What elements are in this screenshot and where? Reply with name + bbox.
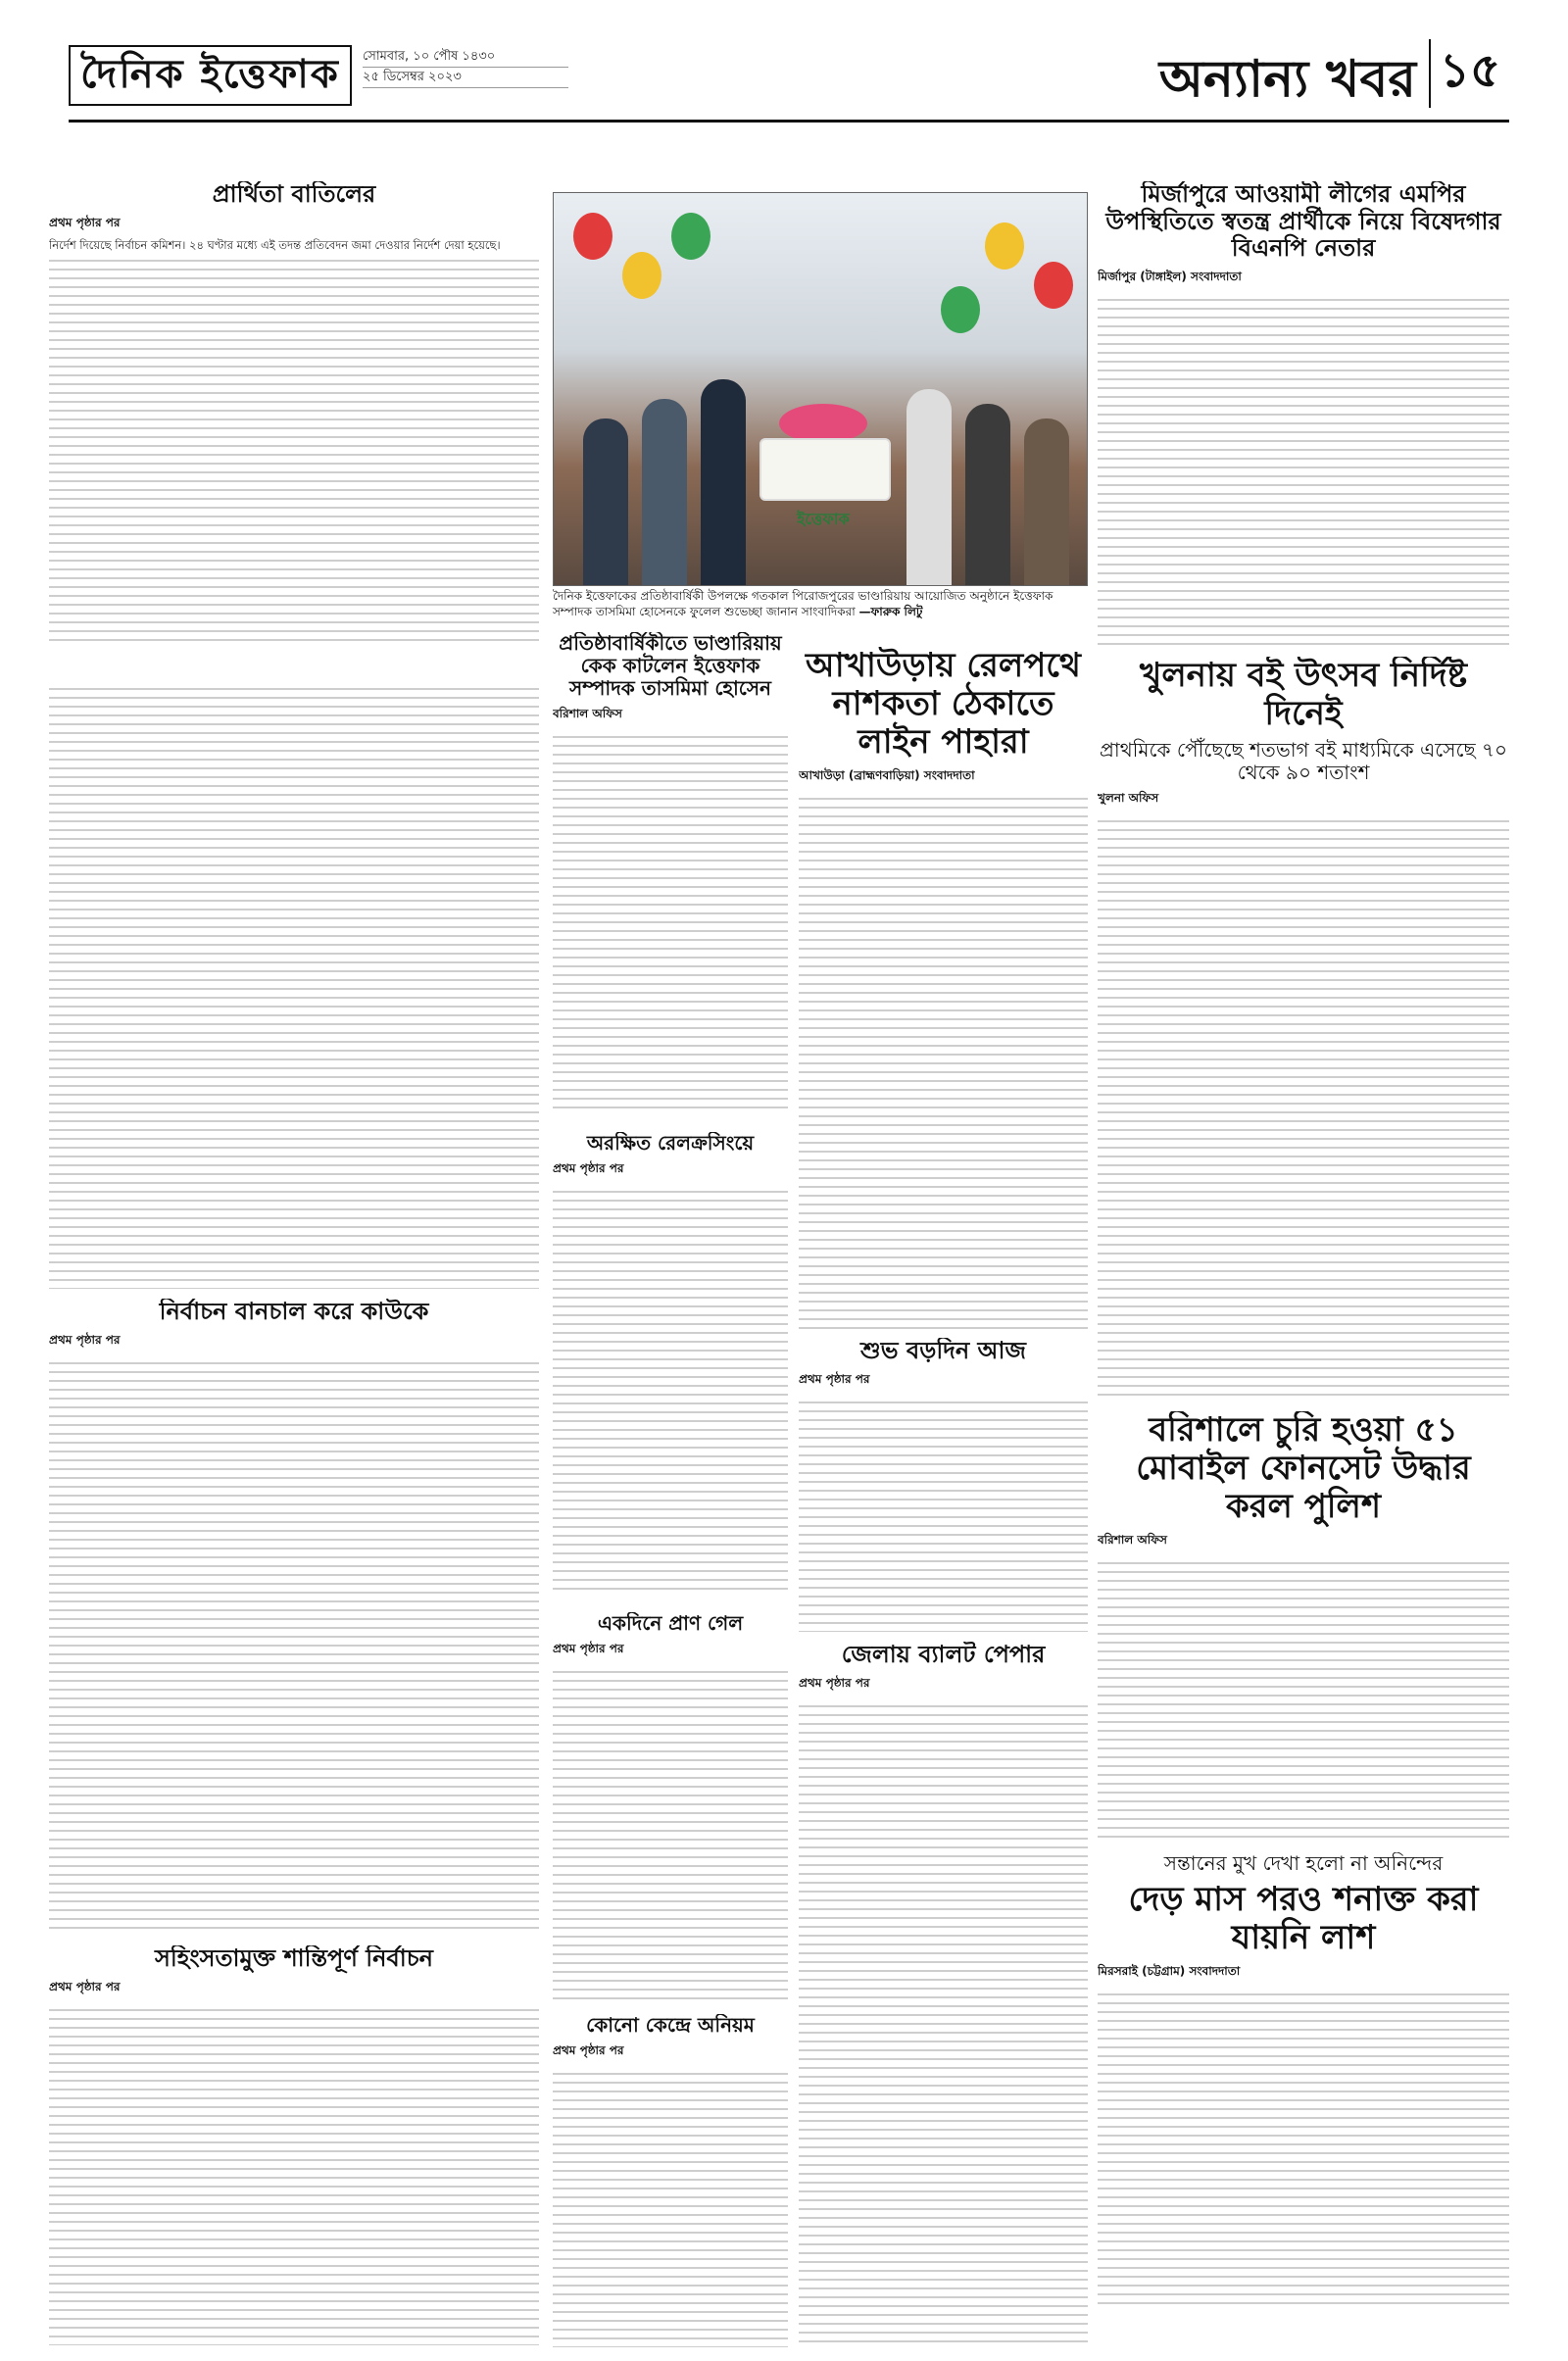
balloon — [985, 222, 1024, 270]
byline: প্রথম পৃষ্ঠার পর — [49, 1979, 121, 1993]
caption-text: দৈনিক ইত্তেফাকের প্রতিষ্ঠাবার্ষিকী উপলক্ষে গতকাল পিরোজপুরের ভাণ্ডারিয়ায় আয়োজিত অনুষ্ঠানে ইত্তেফাক সম্পাদক তাসমিমা হোসেনকে ফুলেল শুভেচ্ছা জানান সাংবাদিকরা — [553, 589, 1054, 618]
flower-bouquet — [779, 404, 867, 443]
kicker: সন্তানের মুখ দেখা হলো না অনিন্দের — [1163, 1852, 1444, 1875]
headline: জেলায় ব্যালট পেপার — [841, 1642, 1046, 1668]
article-mirsarai-lash — [1098, 1852, 1509, 2347]
byline: প্রথম পৃষ্ঠার পর — [553, 2043, 624, 2057]
article-mirzapur — [1098, 181, 1509, 647]
birthday-cake — [760, 438, 891, 501]
dateline — [363, 47, 568, 88]
headline: অরক্ষিত রেলক্রসিংয়ে — [586, 1132, 755, 1155]
body-text-block — [799, 1395, 1088, 1632]
article-boro-din — [799, 1338, 1088, 1632]
body-text-block — [49, 1355, 539, 1934]
headline: কোনো কেন্দ্রে অনিয়ম — [586, 2014, 755, 2037]
subheadline: প্রাথমিকে পৌঁছেছে শতভাগ বই মাধ্যমিকে এসেছে ৭০ থেকে ৯০ শতাংশ — [1100, 738, 1507, 785]
body-text-block — [799, 1698, 1088, 2345]
article-oroshkito — [553, 1132, 788, 1602]
article-khulna-boi — [1098, 657, 1509, 1402]
event-photo — [553, 192, 1088, 586]
person — [583, 418, 628, 585]
body-text-block — [49, 2002, 539, 2345]
headline: আখাউড়ায় রেলপথে নাশকতা ঠেকাতে লাইন পাহারা — [806, 647, 1081, 762]
balloon — [622, 252, 662, 299]
article-barishal-mobile — [1098, 1411, 1509, 1843]
lead-text: নির্দেশ দিয়েছে নির্বাচন কমিশন। ২৪ ঘণ্টার মধ্যে এই তদন্ত প্রতিবেদন জমা দেওয়ার নির্দেশ দেয়া হয়েছে। — [49, 237, 501, 252]
headline: প্রতিষ্ঠাবার্ষিকীতে ভাণ্ডারিয়ায় কেক কাটলেন ইত্তেফাক সম্পাদক তাসমিমা হোসেন — [559, 632, 782, 700]
headline: নির্বাচন বানচাল করে কাউকে — [159, 1299, 429, 1325]
headline: খুলনায় বই উৎসব নির্দিষ্ট দিনেই — [1140, 657, 1467, 734]
headline: দেড় মাস পরও শনাক্ত করা যায়নি লাশ — [1128, 1880, 1479, 1958]
body-text-block — [1098, 813, 1509, 1402]
headline: শুভ বড়দিন আজ — [859, 1338, 1026, 1364]
page-number: ১৫ — [1429, 39, 1509, 108]
byline: খুলনা অফিস — [1098, 791, 1159, 806]
body-text-block — [1098, 1987, 1509, 2310]
person — [642, 399, 687, 585]
page-header — [69, 39, 1509, 118]
body-text-block — [1098, 292, 1509, 645]
person — [1024, 418, 1069, 585]
article-ekdine — [553, 1612, 788, 2004]
byline: বরিশাল অফিস — [1098, 1533, 1167, 1548]
photo-credit: —ফারুক লিটু — [858, 605, 923, 618]
balloon — [671, 213, 710, 260]
balloon — [573, 213, 612, 260]
balloon — [1034, 262, 1073, 309]
body-text-block — [799, 791, 1088, 1333]
byline: বরিশাল অফিস — [553, 707, 622, 720]
article-nirbachan — [49, 1299, 539, 1936]
masthead-logo: দৈনিক ইত্তেফাক — [69, 45, 352, 106]
headline: একদিনে প্রাণ গেল — [597, 1612, 744, 1635]
byline: প্রথম পৃষ্ঠার পর — [49, 215, 121, 229]
byline: প্রথম পৃষ্ঠার পর — [799, 1675, 870, 1690]
date-bangla: সোমবার, ১০ পৌষ ১৪৩০ — [363, 47, 568, 68]
photo-caption — [553, 588, 1086, 619]
body-text-block — [49, 253, 539, 645]
section-title: অন্যান্য খবর — [1158, 50, 1416, 109]
byline: প্রথম পৃষ্ঠার পর — [553, 1642, 624, 1655]
headline: মির্জাপুরে আওয়ামী লীগের এমপির উপস্থিতিতে স্বতন্ত্র প্রার্থীকে নিয়ে বিষেদগার বিএনপি নেতার — [1105, 181, 1501, 263]
byline: প্রথম পৃষ্ঠার পর — [49, 1332, 121, 1347]
date-english: ২৫ ডিসেম্বর ২০২৩ — [363, 68, 568, 88]
person — [701, 379, 746, 585]
article-ballot — [799, 1642, 1088, 2347]
article-continued — [49, 681, 539, 1289]
byline: মির্জাপুর (টাঙ্গাইল) সংবাদদাতা — [1098, 269, 1242, 283]
article-pratharthita — [49, 181, 539, 671]
balloon — [941, 286, 980, 333]
article-onium — [553, 2014, 788, 2347]
body-text-block — [553, 729, 788, 1111]
cake-logo-text: ইত্তেফাক — [797, 510, 850, 528]
body-text-block — [1098, 1555, 1509, 1843]
person — [965, 404, 1010, 585]
headline: সহিংসতামুক্ত শান্তিপূর্ণ নির্বাচন — [155, 1945, 433, 1972]
headline: বরিশালে চুরি হওয়া ৫১ মোবাইল ফোনসেট উদ্ধার করল পুলিশ — [1136, 1411, 1471, 1527]
article-shohingshota — [49, 1945, 539, 2347]
body-text-block — [553, 1664, 788, 2004]
headline: প্রার্থিতা বাতিলের — [212, 181, 376, 208]
body-text-block — [553, 2066, 788, 2347]
header-rule — [69, 120, 1509, 123]
byline: মিরসরাই (চট্টগ্রাম) সংবাদদাতা — [1098, 1964, 1241, 1979]
byline: প্রথম পৃষ্ঠার পর — [799, 1371, 870, 1386]
body-text-block — [553, 1184, 788, 1596]
byline: প্রথম পৃষ্ঠার পর — [553, 1161, 624, 1175]
article-akhaura — [799, 647, 1088, 1333]
byline: আখাউড়া (ব্রাহ্মণবাড়িয়া) সংবাদদাতা — [799, 768, 975, 783]
person — [906, 389, 952, 585]
article-kek-katlen — [553, 632, 788, 1122]
body-text-block — [49, 681, 539, 1289]
